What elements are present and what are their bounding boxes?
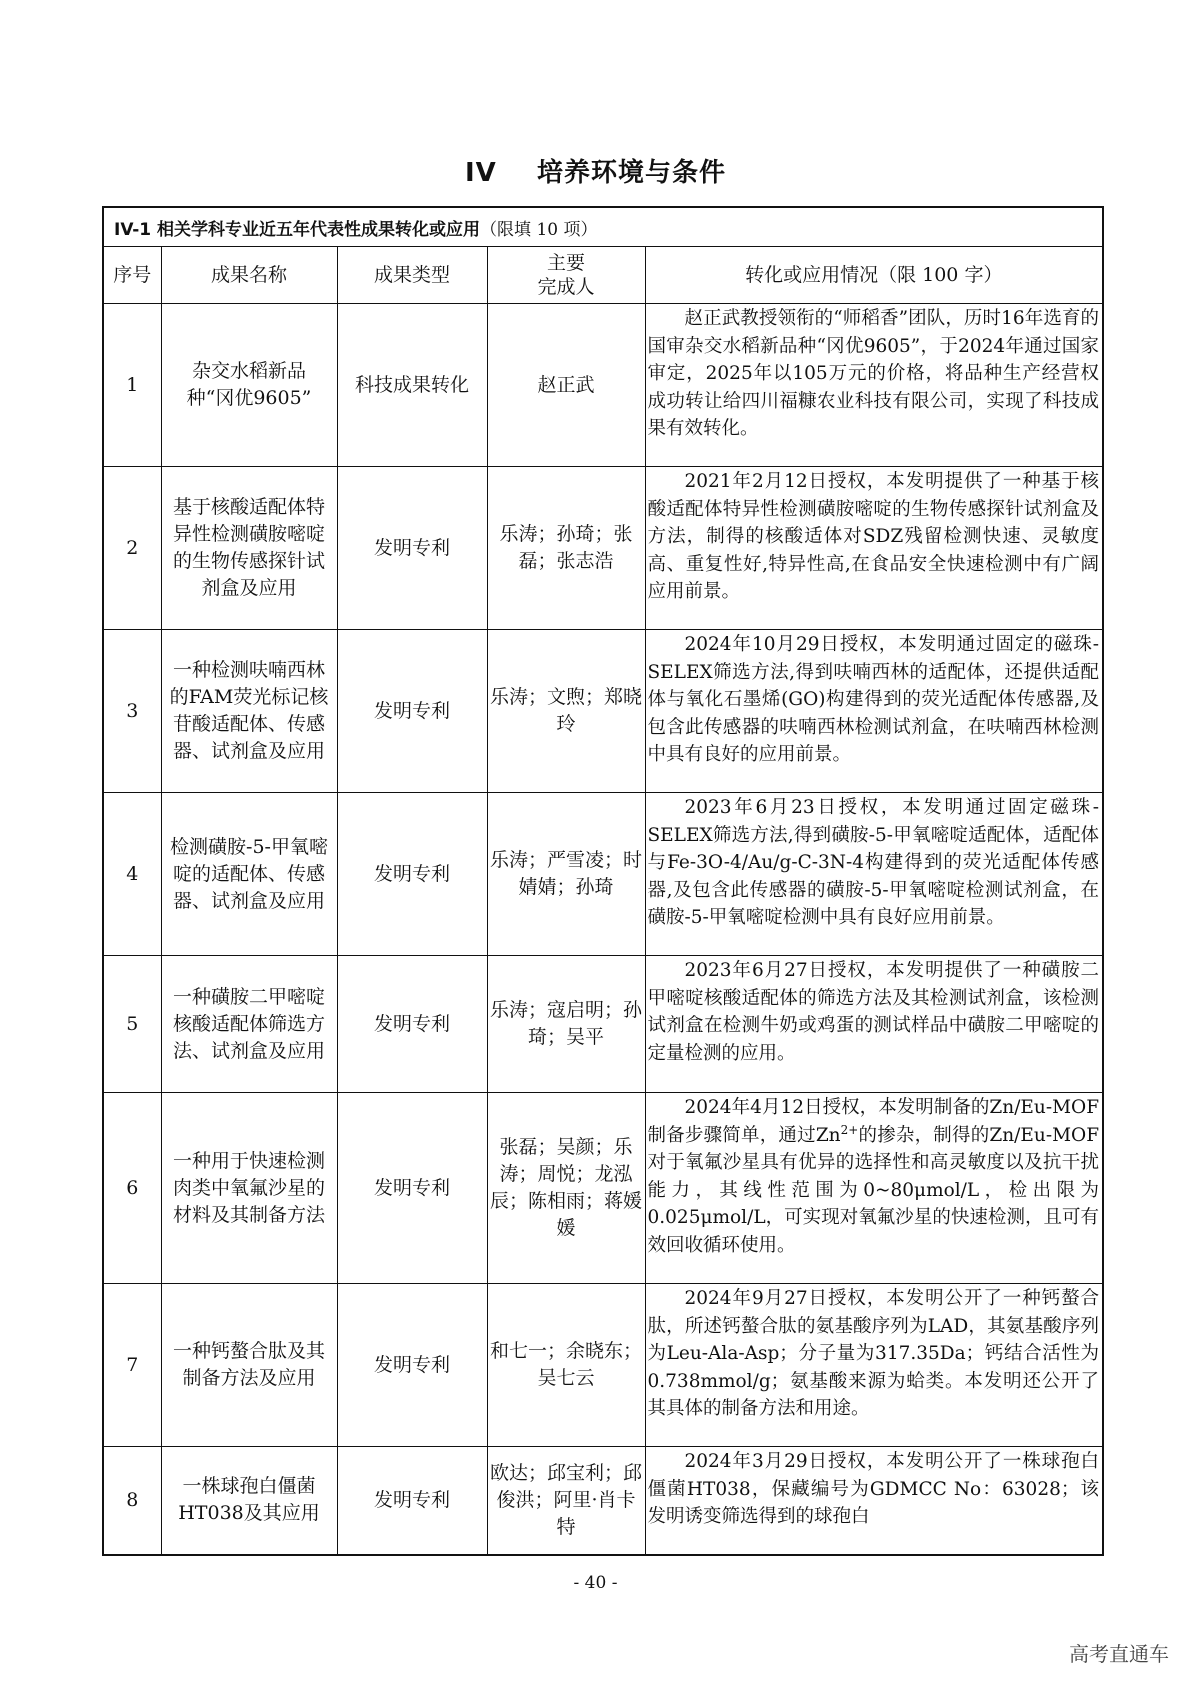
row-desc [645, 1093, 1103, 1284]
table-caption-row [103, 207, 1103, 247]
table-row [103, 1447, 1103, 1555]
row-type: 发明专利 [337, 1447, 487, 1555]
row-type: 发明专利 [337, 956, 487, 1093]
table-row [103, 304, 1103, 467]
table-header-row [103, 247, 1103, 304]
row-type: 发明专利 [337, 630, 487, 793]
row-name: 一种用于快速检测肉类中氧氟沙星的材料及其制备方法 [161, 1093, 337, 1284]
row-type: 科技成果转化 [337, 304, 487, 467]
achievements-table [102, 206, 1104, 1556]
table-row [103, 630, 1103, 793]
row-person: 乐涛；严雪凌；时婧婧；孙琦 [487, 793, 645, 956]
table-caption [103, 207, 1103, 247]
row-person: 张磊；吴颜；乐涛；周悦；龙泓辰；陈相雨；蒋媛媛 [487, 1093, 645, 1284]
row-person: 乐涛；文煦；郑晓玲 [487, 630, 645, 793]
table-caption-label: IV-1 相关学科专业近五年代表性成果转化或应用 [114, 219, 481, 240]
row-desc: 赵正武教授领衔的“师稻香”团队，历时16年选育的国审杂交水稻新品种“冈优9605”，于2024年通过国家审定，2025年以105万元的价格，将品种生产经营权成功转让给四川福糠农业科技有限公司，实现了科技成果有效转化。 [645, 304, 1103, 467]
row-index: 4 [103, 793, 161, 956]
row-desc: 2024年9月27日授权，本发明公开了一种钙螯合肽，所述钙螯合肽的氨基酸序列为LAD，其氨基酸序列为Leu-Ala-Asp；分子量为317.35Da；钙结合活性为0.738mmol/g；氨基酸来源为蛤类。本发明还公开了其具体的制备方法和用途。 [645, 1284, 1103, 1447]
row-name: 杂交水稻新品种“冈优9605” [161, 304, 337, 467]
row-index: 1 [103, 304, 161, 467]
table-row [103, 467, 1103, 630]
row-index: 3 [103, 630, 161, 793]
achievements-table-container [102, 206, 1102, 1556]
row-name: 一种磺胺二甲嘧啶核酸适配体筛选方法、试剂盒及应用 [161, 956, 337, 1093]
row-name: 一种钙螯合肽及其制备方法及应用 [161, 1284, 337, 1447]
table-row [103, 1093, 1103, 1284]
row-person: 欧达；邱宝利；邱俊洪；阿里·肖卡特 [487, 1447, 645, 1555]
header-desc: 转化或应用情况（限 100 字） [645, 247, 1103, 304]
row-index: 5 [103, 956, 161, 1093]
row-person: 赵正武 [487, 304, 645, 467]
row-name: 检测磺胺-5-甲氧嘧啶的适配体、传感器、试剂盒及应用 [161, 793, 337, 956]
table-row [103, 1284, 1103, 1447]
row-type: 发明专利 [337, 1093, 487, 1284]
row-person: 和七一；余晓东；吴七云 [487, 1284, 645, 1447]
row-index: 6 [103, 1093, 161, 1284]
watermark-text: 高考直通车 [1069, 1642, 1169, 1666]
row-desc-part2: 的掺杂，制得的Zn/Eu-MOF对于氧氟沙星具有优异的选择性和高灵敏度以及抗干扰能力，其线性范围为0~80μmol/L，检出限为0.025μmol/L，可实现对氧氟沙星的快速检测，且可有效回收循环使用。 [647, 1124, 1100, 1256]
table-caption-note: （限填 10 项） [480, 219, 598, 240]
row-desc: 2021年2月12日授权，本发明提供了一种基于核酸适配体特异性检测磺胺嘧啶的生物传感探针试剂盒及方法，制得的核酸适体对SDZ残留检测快速、灵敏度高、重复性好,特异性高,在食品安全快速检测中有广阔应用前景。 [645, 467, 1103, 630]
header-person-line2: 完成人 [537, 276, 595, 298]
row-index: 8 [103, 1447, 161, 1555]
page-number: - 40 - [573, 1573, 618, 1593]
page-title: IV 培养环境与条件 [464, 158, 726, 188]
row-desc-part1: 2024年4月12日授权，本发明制备的Zn/Eu-MOF制备步骤简单，通过Zn [647, 1097, 1100, 1146]
row-index: 2 [103, 467, 161, 630]
row-type: 发明专利 [337, 1284, 487, 1447]
row-person: 乐涛；寇启明；孙琦；吴平 [487, 956, 645, 1093]
header-person-line1: 主要 [546, 252, 585, 274]
row-desc: 2024年3月29日授权，本发明公开了一株球孢白僵菌HT038，保藏编号为GDMCC No：63028；该发明诱变筛选得到的球孢白 [645, 1447, 1103, 1555]
header-type: 成果类型 [337, 247, 487, 304]
header-index: 序号 [103, 247, 161, 304]
table-row [103, 956, 1103, 1093]
row-desc: 2024年10月29日授权，本发明通过固定的磁珠-SELEX筛选方法,得到呋喃西林的适配体，还提供适配体与氧化石墨烯(GO)构建得到的荧光适配体传感器,及包含此传感器的呋喃西林检测试剂盒，在呋喃西林检测中具有良好的应用前景。 [645, 630, 1103, 793]
row-name: 一株球孢白僵菌HT038及其应用 [161, 1447, 337, 1555]
row-type: 发明专利 [337, 467, 487, 630]
row-name: 一种检测呋喃西林的FAM荧光标记核苷酸适配体、传感器、试剂盒及应用 [161, 630, 337, 793]
header-person [487, 247, 645, 304]
row-desc-superscript: 2+ [840, 1122, 859, 1137]
row-name: 基于核酸适配体特异性检测磺胺嘧啶的生物传感探针试剂盒及应用 [161, 467, 337, 630]
table-row [103, 793, 1103, 956]
row-desc: 2023年6月27日授权，本发明提供了一种磺胺二甲嘧啶核酸适配体的筛选方法及其检测试剂盒，该检测试剂盒在检测牛奶或鸡蛋的测试样品中磺胺二甲嘧啶的定量检测的应用。 [645, 956, 1103, 1093]
header-name: 成果名称 [161, 247, 337, 304]
row-desc: 2023年6月23日授权，本发明通过固定磁珠-SELEX筛选方法,得到磺胺-5-甲氧嘧啶适配体，适配体与Fe-3O-4/Au/g-C-3N-4构建得到的荧光适配体传感器,及包含此传感器的磺胺-5-甲氧嘧啶检测试剂盒，在磺胺-5-甲氧嘧啶检测中具有良好应用前景。 [645, 793, 1103, 956]
row-person: 乐涛；孙琦；张磊；张志浩 [487, 467, 645, 630]
row-index: 7 [103, 1284, 161, 1447]
row-type: 发明专利 [337, 793, 487, 956]
